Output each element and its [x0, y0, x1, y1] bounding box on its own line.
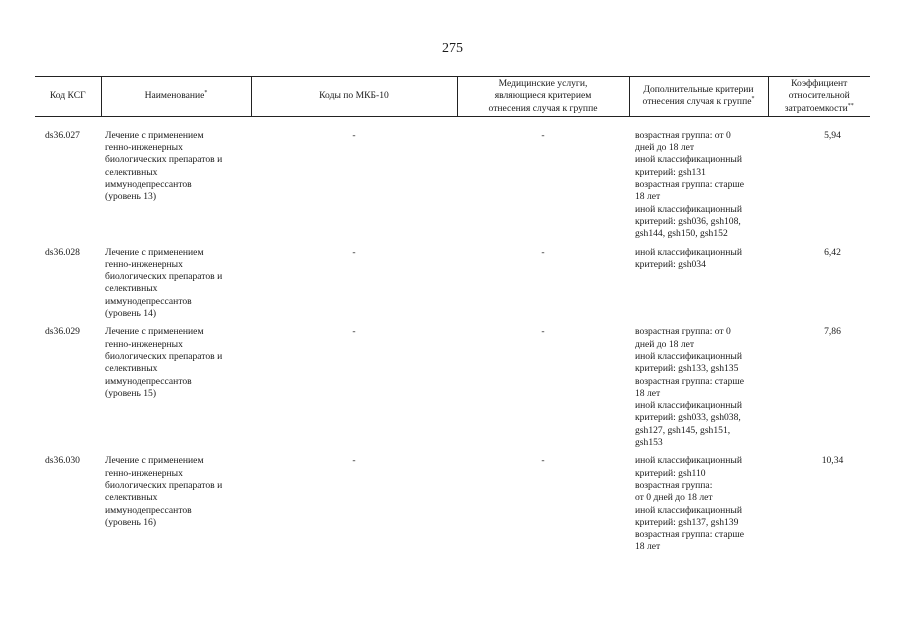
ksg-table — [35, 76, 870, 560]
header-additional-footnote-mark: * — [751, 96, 755, 103]
cell-name-text: Лечение с применением генно-инженерных биологических препаратов и селективных иммунодепрессантов (уровень 13) — [105, 129, 223, 203]
cell-coefficient-text: 7,86 — [824, 326, 841, 338]
header-additional-text: Дополнительные критерии отнесения случая к группе* — [642, 84, 755, 108]
table-row — [35, 455, 870, 559]
cell-code-text: ds36.027 — [45, 129, 80, 141]
cell-name — [101, 130, 251, 247]
cell-code — [35, 326, 101, 455]
cell-mkb-text: - — [352, 455, 356, 467]
cell-additional-text: иной классификационный критерий: gsh110 возрастная группа: от 0 дней до 18 лет иной классификационный критерий: gsh137, gsh139 возрастная группа: старше 18 лет — [635, 455, 745, 553]
table-row — [35, 130, 870, 247]
cell-coefficient — [768, 455, 870, 559]
cell-coefficient-text: 5,94 — [824, 129, 841, 141]
cell-coefficient — [768, 326, 870, 455]
cell-mkb-text: - — [352, 246, 356, 258]
table-header-row — [35, 77, 870, 117]
cell-mkb — [251, 130, 457, 247]
cell-code-text: ds36.029 — [45, 326, 80, 338]
table-body — [35, 116, 870, 559]
cell-additional-text: возрастная группа: от 0 дней до 18 лет иной классификационный критерий: gsh133, gsh135 возрастная группа: старше 18 лет иной классификационный критерий: gsh033, gsh038, gsh127, gsh145, gsh151, gsh153 — [635, 326, 745, 449]
cell-coefficient-text: 10,34 — [821, 455, 844, 467]
cell-name — [101, 247, 251, 327]
header-spacer — [35, 116, 870, 130]
cell-additional — [629, 326, 768, 455]
cell-coefficient-text: 6,42 — [824, 246, 841, 258]
cell-name — [101, 326, 251, 455]
header-mkb: Коды по МКБ-10 — [251, 77, 457, 117]
header-coefficient — [768, 77, 870, 117]
header-additional — [629, 77, 768, 117]
header-name: Наименование* — [101, 77, 251, 117]
cell-additional-text: возрастная группа: от 0 дней до 18 лет иной классификационный критерий: gsh131 возрастная группа: старше 18 лет иной классификационный критерий: gsh036, gsh108, gsh144, gsh150, gsh152 — [635, 129, 745, 240]
cell-services — [457, 326, 629, 455]
cell-services — [457, 455, 629, 559]
cell-services — [457, 247, 629, 327]
cell-code-text: ds36.030 — [45, 455, 80, 467]
header-code: Код КСГ — [35, 77, 101, 117]
cell-code-text: ds36.028 — [45, 246, 80, 258]
cell-additional — [629, 130, 768, 247]
cell-services-text: - — [541, 129, 545, 141]
header-services: Медицинские услуги, являющиеся критерием отнесения случая к группе — [457, 77, 629, 117]
cell-code — [35, 130, 101, 247]
cell-additional — [629, 247, 768, 327]
cell-mkb-text: - — [352, 129, 356, 141]
cell-code — [35, 455, 101, 559]
cell-services — [457, 130, 629, 247]
page-number: 275 — [442, 41, 463, 56]
cell-mkb — [251, 455, 457, 559]
table-row — [35, 247, 870, 327]
cell-name — [101, 455, 251, 559]
cell-coefficient — [768, 247, 870, 327]
cell-services-text: - — [541, 455, 545, 467]
cell-mkb — [251, 247, 457, 327]
cell-coefficient — [768, 130, 870, 247]
cell-services-text: - — [541, 326, 545, 338]
cell-services-text: - — [541, 246, 545, 258]
cell-code — [35, 247, 101, 327]
cell-name-text: Лечение с применением генно-инженерных биологических препаратов и селективных иммунодепрессантов (уровень 14) — [105, 246, 223, 320]
table-row — [35, 326, 870, 455]
header-coefficient-text: Коэффициент относительной затратоемкости** — [784, 78, 854, 114]
header-coefficient-footnote-mark: ** — [847, 102, 854, 109]
cell-additional-text: иной классификационный критерий: gsh034 — [635, 246, 742, 270]
cell-mkb-text: - — [352, 326, 356, 338]
cell-name-text: Лечение с применением генно-инженерных биологических препаратов и селективных иммунодепрессантов (уровень 15) — [105, 326, 223, 399]
cell-mkb — [251, 326, 457, 455]
cell-additional — [629, 455, 768, 559]
header-name-footnote-mark: * — [204, 90, 208, 97]
cell-name-text: Лечение с применением генно-инженерных биологических препаратов и селективных иммунодепрессантов (уровень 16) — [105, 455, 223, 528]
